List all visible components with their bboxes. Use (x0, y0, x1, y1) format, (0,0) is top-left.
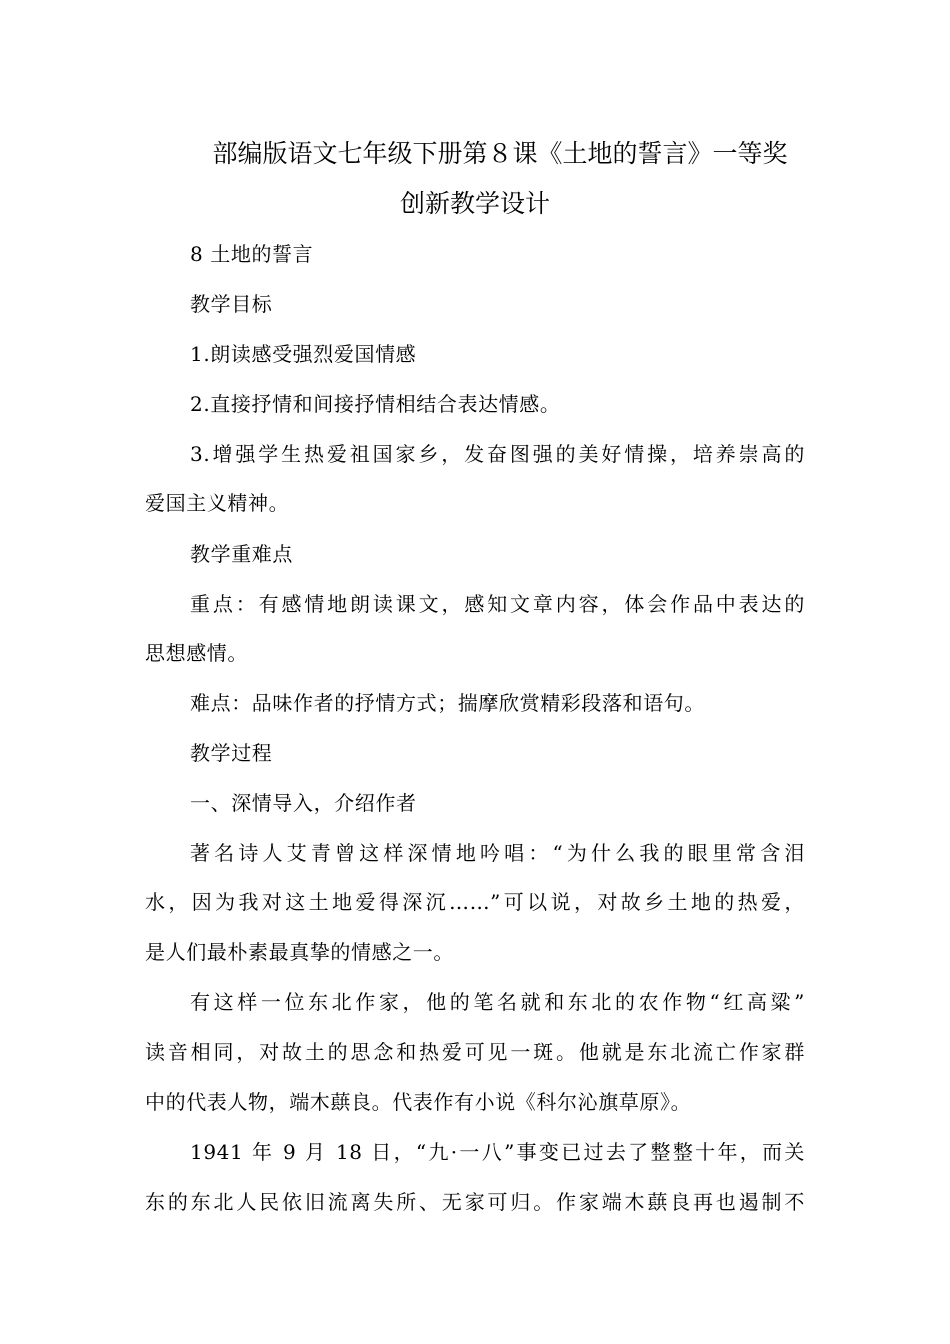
section-heading-key-points: 教学重难点 (190, 542, 293, 566)
document-title-line-2: 创新教学设计 (399, 189, 550, 218)
section-heading-process: 教学过程 (190, 741, 273, 765)
lesson-heading: 8 土地的誓言 (190, 242, 314, 266)
paragraph-3-line-2: 东的东北人民依旧流离失所、无家可归。作家端木蕻良再也遏制不 (145, 1190, 805, 1214)
section-heading-objectives: 教学目标 (190, 292, 273, 316)
difficult-point: 难点：品味作者的抒情方式；揣摩欣赏精彩段落和语句。 (190, 691, 705, 715)
objective-3-line-2: 爱国主义精神。 (145, 491, 290, 515)
objective-3-line-1: 3.增强学生热爱祖国家乡，发奋图强的美好情操，培养崇高的 (190, 442, 805, 466)
paragraph-2-line-1: 有这样一位东北作家，他的笔名就和东北的农作物“红高粱” (190, 990, 805, 1014)
paragraph-1-line-1: 著名诗人艾青曾这样深情地吟唱：“为什么我的眼里常含泪 (190, 841, 805, 865)
paragraph-2-line-2: 读音相同，对故土的思念和热爱可见一斑。他就是东北流亡作家群 (145, 1040, 805, 1064)
process-step-1-heading: 一、深情导入，介绍作者 (190, 791, 417, 815)
paragraph-1-line-2: 水，因为我对这土地爱得深沉……”可以说，对故乡土地的热爱， (145, 890, 805, 914)
paragraph-1-line-3: 是人们最朴素最真挚的情感之一。 (145, 940, 454, 964)
paragraph-3-line-1: 1941 年 9 月 18 日，“九·一八”事变已过去了整整十年，而关 (190, 1140, 805, 1164)
objective-2: 2.直接抒情和间接抒情相结合表达情感。 (190, 392, 561, 416)
objective-1: 1.朗读感受强烈爱国情感 (190, 342, 417, 366)
document-title-line-1: 部编版语文七年级下册第８课《土地的誓言》一等奖 (212, 139, 788, 168)
paragraph-2-line-3: 中的代表人物，端木蕻良。代表作有小说《科尔沁旗草原》。 (145, 1090, 692, 1114)
key-point-line-2: 思想感情。 (145, 641, 248, 665)
key-point-line-1: 重点：有感情地朗读课文，感知文章内容，体会作品中表达的 (190, 592, 805, 616)
